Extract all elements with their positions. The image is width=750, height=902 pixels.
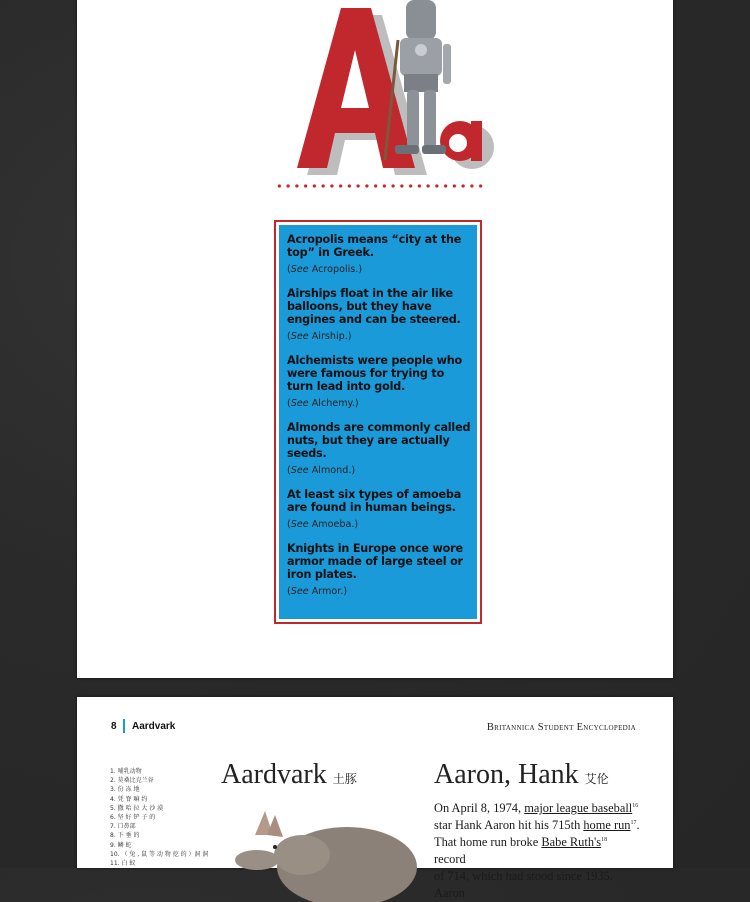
fact-item bbox=[287, 354, 471, 409]
aaron-entry-body bbox=[434, 800, 640, 902]
glossary-list bbox=[110, 767, 220, 868]
header-accent-bar bbox=[123, 719, 125, 733]
fact-item bbox=[287, 488, 471, 530]
glossary-item: 7. 口鼻部 bbox=[110, 823, 136, 831]
fact-see-reference: (See Almond.) bbox=[287, 465, 356, 476]
section-title: Aardvark bbox=[132, 721, 176, 732]
aardvark-illustration bbox=[227, 805, 397, 875]
fact-see-reference: (See Armor.) bbox=[287, 586, 348, 597]
fact-text: Almonds are commonly called nuts, but they are actually seeds. bbox=[287, 421, 471, 460]
glossary-item: 2. 莫桑比克兰谷 bbox=[110, 777, 154, 785]
body-line: of 714, which had stood since 1935. Aaron bbox=[434, 869, 613, 900]
fact-text: Alchemists were people who were famous for trying to turn lead into gold. bbox=[287, 354, 463, 393]
fact-item bbox=[287, 542, 471, 597]
glossary-item: 1. 哺乳动物 bbox=[110, 768, 142, 775]
fact-see-reference: (See Acropolis.) bbox=[287, 264, 363, 275]
fact-item bbox=[287, 421, 471, 476]
fact-text: Airships float in the air like balloons, but they have engines and can be steered. bbox=[287, 287, 461, 326]
glossary-item: 6. 坚 好 铲 子 的 bbox=[110, 814, 156, 822]
fun-facts-panel bbox=[279, 225, 477, 619]
dotted-divider bbox=[275, 183, 485, 189]
fact-text: Acropolis means “city at the top” in Greek. bbox=[287, 233, 462, 259]
glossary-item: 10. （ 兔 , 鼠 等 动 物 挖 的 ）洞 洞 bbox=[110, 850, 209, 858]
link-major-league-baseball[interactable]: major league baseball bbox=[524, 801, 633, 815]
entry-title-aaron: Aaron, Hank 艾伦 bbox=[434, 759, 609, 790]
glossary-item: 3. 份 冻 地 bbox=[110, 786, 140, 794]
glossary-item: 8. 下 垂 的 bbox=[110, 832, 140, 840]
link-babe-ruth[interactable]: Babe Ruth's bbox=[541, 835, 602, 849]
page-number: 8 bbox=[111, 721, 117, 732]
glossary-item: 11. 白 蚁 bbox=[110, 860, 136, 868]
letter-a-illustration bbox=[267, 0, 497, 180]
body-line: On April 8, 1974, major league baseball$^{16}$ bbox=[434, 801, 639, 815]
fact-text: At least six types of amoeba are found in human beings. bbox=[287, 488, 462, 514]
entry-title-aardvark: Aardvark 土豚 bbox=[221, 759, 357, 790]
fun-facts-box bbox=[274, 220, 482, 624]
fact-item bbox=[287, 287, 471, 342]
link-home-run[interactable]: home run bbox=[583, 818, 631, 832]
entry-title-chinese: 土豚 bbox=[332, 772, 357, 786]
fact-item bbox=[287, 233, 471, 275]
encyclopedia-page-top bbox=[77, 0, 673, 678]
glossary-item: 9. 鳞 蛇 bbox=[110, 841, 132, 849]
book-title: Britannica Student Encyclopedia bbox=[486, 722, 636, 733]
glossary-item: 4. 凭 脊 嘛 约 bbox=[110, 795, 148, 803]
entry-title-chinese: 艾伦 bbox=[584, 772, 609, 786]
fact-see-reference: (See Amoeba.) bbox=[287, 519, 359, 530]
glossary-item: 5. 撒 哈 拉 大 沙 漠 bbox=[110, 804, 164, 812]
fact-see-reference: (See Airship.) bbox=[287, 331, 352, 342]
fact-text: Knights in Europe once wore armor made of large steel or iron plates. bbox=[287, 542, 463, 581]
body-line: That home run broke Babe $Ruth's^{18}$ record bbox=[434, 835, 608, 866]
encyclopedia-page-bottom bbox=[77, 697, 673, 900]
fact-see-reference: (See Alchemy.) bbox=[287, 398, 359, 409]
body-line: star Hank Aaron hit his 715th home run$^{17}$. bbox=[434, 818, 640, 832]
